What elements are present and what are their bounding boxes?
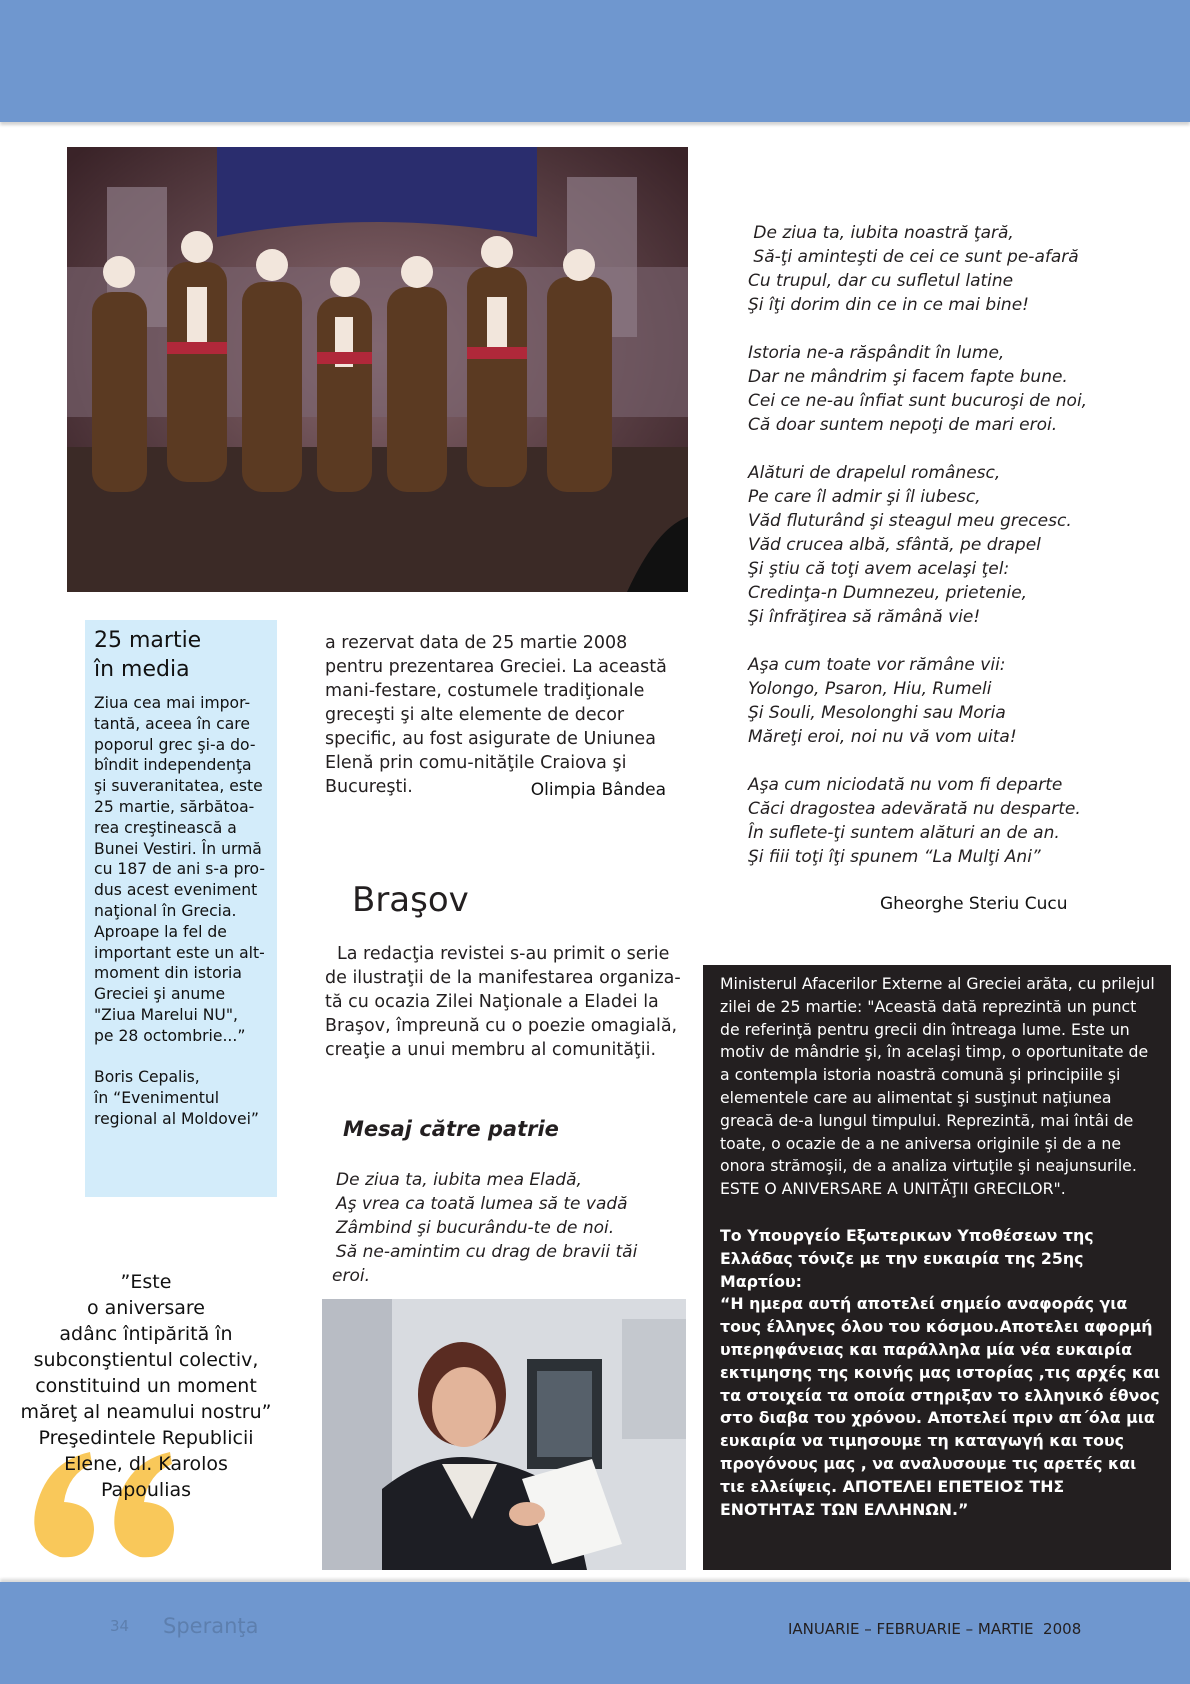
poem-stanza — [748, 221, 1168, 317]
poem-line: Şi înfrăţirea să rămână vie! — [748, 607, 981, 627]
poem-line: Căci dragostea adevărată nu desparte. — [748, 799, 1081, 819]
poem-line: De ziua ta, iubita mea Eladă, — [336, 1170, 582, 1190]
header-band — [0, 0, 1190, 122]
sidebar-title: 25 martie în media — [94, 628, 202, 682]
poem-right — [748, 221, 1168, 893]
poem-author: Gheorghe Steriu Cucu — [880, 894, 1068, 914]
poem-line: Văd crucea albă, sfântă, pe drapel — [748, 535, 1041, 555]
reader-photo — [322, 1299, 686, 1570]
page-number: 34 — [110, 1617, 130, 1635]
poem-stanza — [748, 653, 1168, 749]
pull-quote: ”Este o aniversare adânc întipărită în subconştientul colectiv, constituind un moment măreţ al neamului nostru” Preşedintele Republicii Elene, dl. Karolos Papoulias — [20, 1271, 272, 1501]
poem-line: Şi fiii toţi îţi spunem “La Mulţi Ani” — [748, 847, 1041, 867]
sidebar-body: Ziua cea mai impor- tantă, aceea în care poporul grec şi-a do- bîndit independenţa şi suveranitatea, este 25 martie, sărbătoa- rea creştinească a Bunei Vestiri. În urmă cu 187 de ani s-a pro- dus acest eveniment naţional în Grecia. Aproape la fel de important este un alt- moment din istoria Greciei şi anume "Ziua Marelui NU", pe 28 octombrie...” Boris Cepalis, în “Evenimentul regional al Moldovei” — [94, 694, 265, 1128]
statement-greek: Το Υπουργείο Εξωτερικων Υποθέσεων της Ελλάδας τόνιζε με την ευκαιρία της 25ης Μαρτίου: “Η ημερα αυτή αποτελεί σημείο αναφοράς για τους έλληνες όλου του κόσμου.Αποτελει αφορμή υπερηφάνειας και παράλληλα μία νέα ευκαιρία εκτιμησης της κοινής μας ιστορίας ,τις αρχές και τα στοιχεία τα οποία στηριξαν το ελληνικό έθνος στο διαβα του χρόνου. Αποτελεί πριν απ΄όλα μια ευκαιρία να τιμησουμε τη καταγωγή και τους προγόνους μας , να αναλυσουμε τις αρετές και τιε ελλείψεις. ΑΠΟΤΕΛΕΙ ΕΠΕΤΕΙΟΣ ΤΗΣ ΕΝΟΤΗΤΑΣ ΤΩΝ ΕΛΛΗΝΩΝ.” — [720, 1226, 1161, 1519]
poem-line: Aş vrea ca toată lumea să te vadă — [336, 1194, 628, 1214]
poem-line: Yolongo, Psaron, Hiu, Rumeli — [748, 679, 992, 699]
poem-line: Aşa cum toate vor rămâne vii: — [748, 655, 1006, 675]
poem-line: Zâmbind şi bucurându-te de noi. — [336, 1218, 615, 1238]
dancers-photo — [67, 147, 688, 592]
article-author: Olimpia Bândea — [530, 780, 666, 800]
poem-line: Şi îţi dorim din ce in ce mai bine! — [748, 295, 1029, 315]
poem-line: Să ne-amintim cu drag de bravii tăi — [336, 1242, 638, 1262]
poem-line: Alături de drapelul românesc, — [748, 463, 1001, 483]
poem-line: Văd fluturând şi steagul meu grecesc. — [748, 511, 1072, 531]
article-paragraph: a rezervat data de 25 martie 2008 pentru prezentarea Greciei. La această mani-festare, costumele tradiţionale greceşti şi alte elemente de decor specific, au fost asigurate de Uniunea Elenă prin comu-nităţile Craiova şi Bucureşti. — [325, 633, 667, 797]
poem-line: De ziua ta, iubita noastră ţară, — [748, 223, 1014, 243]
poem-title: Mesaj către patrie — [343, 1117, 559, 1141]
poem-line: Pe care îl admir şi îl iubesc, — [748, 487, 981, 507]
poem-line: Aşa cum niciodată nu vom fi departe — [748, 775, 1063, 795]
poem-line: Cu trupul, dar cu sufletul latine — [748, 271, 1014, 291]
poem-line: eroi. — [332, 1266, 370, 1286]
poem-line: Să-ţi aminteşti de cei ce sunt pe-afară — [748, 247, 1079, 267]
poem-line: Măreţi eroi, noi nu vă vom uita! — [748, 727, 1017, 747]
brasov-paragraph: La redacţia revistei s-au primit o serie de ilustraţii de la manifestarea organiza-tă cu ocazia Zilei Naţionale a Eladei la Braşov, împreună cu o poezie omagială, creaţie a unui membru al comunităţii. — [325, 944, 681, 1060]
poem-line: În suflete-ţi suntem alături an de an. — [748, 823, 1060, 843]
poem-line: Că doar suntem nepoţi de mari eroi. — [748, 415, 1058, 435]
poem-line: Dar ne mândrim şi facem fapte bune. — [748, 367, 1068, 387]
magazine-name: Speranţa — [163, 1614, 259, 1638]
poem-stanza — [748, 341, 1168, 437]
poem-stanza — [748, 773, 1168, 869]
poem-left — [332, 1168, 686, 1288]
poem-stanza — [748, 461, 1168, 629]
poem-line: Şi ştiu că toţi avem acelaşi ţel: — [748, 559, 1010, 579]
section-title-brasov: Braşov — [352, 880, 469, 920]
poem-line: Istoria ne-a răspândit în lume, — [748, 343, 1005, 363]
statement-romanian: Ministerul Afacerilor Externe al Greciei arăta, cu prilejul zilei de 25 martie: "Această dată reprezintă un punct de referinţă pentru grecii din întreaga lume. Este un motiv de mândrie şi, în acelaşi timp, o oportunitate de a contempla istoria noastră comună şi principiile şi elementele care au alimentat şi susţinut naţiunea greacă de-a lungul timpului. Reprezintă, mai întâi de toate, o ocazie de a ne aniversa originile şi de a ne onora strămoşii, de a analiza virtuţile şi neajunsurile. ESTE O ANIVERSARE A UNITĂŢII GRECILOR". — [720, 974, 1155, 1199]
poem-line: Credinţa-n Dumnezeu, prietenie, — [748, 583, 1028, 603]
issue-date: IANUARIE – FEBRUARIE – MARTIE 2008 — [788, 1620, 1082, 1638]
poem-line: Şi Souli, Mesolonghi sau Moria — [748, 703, 1006, 723]
poem-line: Cei ce ne-au înfiat sunt bucuroşi de noi, — [748, 391, 1088, 411]
